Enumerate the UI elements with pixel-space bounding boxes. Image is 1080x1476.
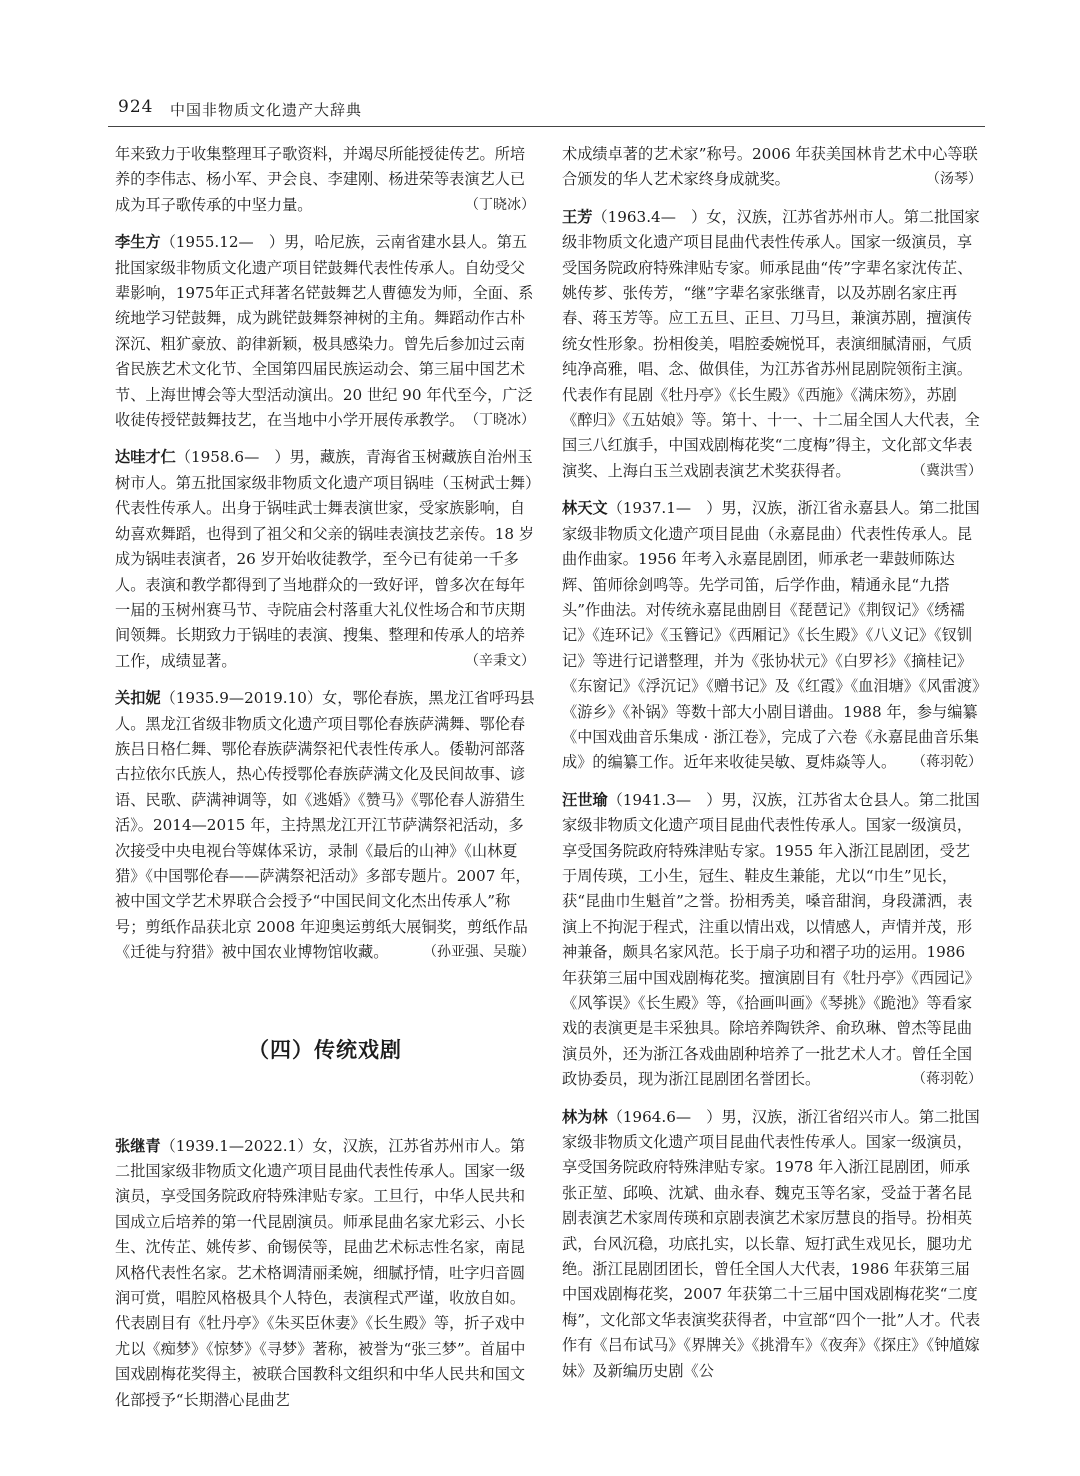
entry-author: （汤琴） [926, 171, 982, 188]
entry-dawa-cairen [115, 445, 535, 674]
entry-text: 年来致力于收集整理耳子歌资料，并竭尽所能授徒传艺。所培养的李伟志、杨小军、尹会良、李建刚、杨进荣等表演艺人已成为耳子歌传承的中坚力量。 [115, 145, 526, 214]
entry-name: 王芳 [562, 207, 593, 226]
left-column [115, 142, 535, 1425]
entry-lin-weilin [562, 1105, 982, 1384]
entry-author: （孙亚强、吴璇） [423, 944, 535, 961]
entry-name: 林为林 [562, 1107, 608, 1126]
entry-text: 术成绩卓著的艺术家”称号。2006 年获美国林肯艺术中心等联合颁发的华人艺术家终身成就奖。 [562, 145, 978, 189]
entry-name: 关扣妮 [115, 689, 161, 708]
entry-text: （1958.6— ）男，藏族，青海省玉树藏族自治州玉树市人。第五批国家级非物质文化遗产项目锅哇（玉树武士舞）代表性传承人。出身于锅哇武士舞表演世家，受家族影响，自幼喜欢舞蹈，也得到了祖父和父亲的锅哇表演技艺亲传。18 岁成为锅哇表演者，26 岁开始收徒教学，至今已有徒弟一千多人。表演和教学都得到了当地群众的一致好评，曾多次在每年一届的玉树州赛马节、寺院庙会村落重大礼仪性场合和节庆期间领舞。长期致力于锅哇的表演、搜集、整理和传承人的培养工作，成绩显著。 [115, 448, 535, 670]
continued-entry [562, 142, 982, 193]
entry-lin-tianwen [562, 496, 982, 775]
entry-name: 达哇才仁 [115, 448, 176, 467]
entry-guan-kouni [115, 686, 535, 965]
entry-author: （蒋羽乾） [912, 1071, 982, 1088]
entry-name: 林天文 [562, 499, 608, 518]
entry-text: （1939.1—2022.1）女，汉族，江苏省苏州市人。第二批国家级非物质文化遗产项目昆曲代表性传承人。国家一级演员，享受国务院政府特殊津贴专家。工旦行，中华人民共和国成立后培养的第一代昆剧演员。师承昆曲名家尤彩云、小长生、沈传芷、姚传芗、俞锡侯等，昆曲艺术标志性名家，南昆风格代表性名家。艺术格调清丽柔婉，细腻抒情，吐字归音圆润可赏，唱腔风格极具个人特色，表演程式严谨，收放自如。代表剧目有《牡丹亭》《朱买臣休妻》《长生殿》等，折子戏中尤以《痴梦》《惊梦》《寻梦》著称，被誉为“张三梦”。首届中国戏剧梅花奖得主，被联合国教科文组织和中华人民共和国文化部授予“长期潜心昆曲艺 [115, 1136, 526, 1409]
entry-author: （丁晓冰） [465, 412, 535, 429]
entry-text: （1941.3— ）男，汉族，江苏省太仓县人。第二批国家级非物质文化遗产项目昆曲代表性传承人。国家一级演员，享受国务院政府特殊津贴专家。1955 年入浙江昆剧团，受艺于周传瑛，工小生，冠生、鞋皮生兼能，尤以“巾生”见长，获“昆曲巾生魁首”之誉。扮相秀美，嗓音甜润，身段潇洒，表演上不拘泥于程式，注重以情出戏，以情感人，声情并茂，形神兼备，颇具名家风范。长于扇子功和褶子功的运用。1986 年获第三届中国戏剧梅花奖。擅演剧目有《牡丹亭》《西园记》《风筝误》《长生殿》等，《拾画叫画》《琴挑》《跪池》等看家戏的表演更是丰采独具。除培养陶铁斧、俞玖琳、曾杰等昆曲演员外，还为浙江各戏曲剧种培养了一批艺术人才。曾任全国政协委员，现为浙江昆剧团名誉团长。 [562, 790, 980, 1089]
entry-wang-fang [562, 205, 982, 484]
right-column [562, 142, 982, 1396]
entry-text: （1955.12— ）男，哈尼族，云南省建水县人。第五批国家级非物质文化遗产项目铓鼓舞代表性传承人。自幼受父辈影响，1975年正式拜著名铓鼓舞艺人曹德发为师，全面、系统地学习铓鼓舞，成为跳铓鼓舞祭神树的主角。舞蹈动作古朴深沉、粗犷豪放、韵律新颖，极具感染力。曾先后参加过云南省民族艺术文化节、全国第四届民族运动会、第三届中国艺术节、上海世博会等大型活动演出。20 世纪 90 年代至今，广泛收徒传授铓鼓舞技艺，在当地中小学开展传承教学。 [115, 233, 534, 430]
entry-text: （1964.6— ）男，汉族，浙江省绍兴市人。第二批国家级非物质文化遗产项目昆曲代表性传承人。国家一级演员，享受国务院政府特殊津贴专家。1978 年入浙江昆剧团，师承张正堃、邱唤、沈斌、曲永春、魏克玉等名家，受益于著名昆剧表演艺术家周传瑛和京剧表演艺术家厉慧良的指导。扮相英武，台风沉稳，功底扎实，以长靠、短打武生戏见长，腿功尤绝。浙江昆剧团团长，曾任全国人大代表，1986 年获第三届中国戏剧梅花奖，2007 年获第二十三届中国戏剧梅花奖“二度梅”，文化部文华表演奖获得者，中宣部“四个一批”人才。代表作有《吕布试马》《界牌关》《挑滑车》《夜奔》《探庄》《钟馗嫁妹》及新编历史剧《公 [562, 1107, 981, 1380]
entry-text: （1935.9—2019.10）女，鄂伦春族，黑龙江省呼玛县人。黑龙江省级非物质文化遗产项目鄂伦春族萨满舞、鄂伦春族吕日格仁舞、鄂伦春族萨满祭祀代表性传承人。倭勒河部落古拉依尔氏族人，热心传授鄂伦春族萨满文化及民间故事、谚语、民歌、萨满神调等，如《逃婚》《赞马》《鄂伦春人游猎生活》。2014—2015 年，主持黑龙江开江节萨满祭祀活动，多次接受中央电视台等媒体采访，录制《最后的山神》《山林夏猎》《中国鄂伦春——萨满祭祀活动》多部专题片。2007 年，被中国文学艺术界联合会授予“中国民间文化杰出传承人”称号；剪纸作品获北京 2008 年迎奥运剪纸大展铜奖，剪纸作品《迁徙与狩猎》被中国农业博物馆收藏。 [115, 689, 535, 962]
book-title: 中国非物质文化遗产大辞典 [170, 101, 363, 119]
entry-text: （1963.4— ）女，汉族，江苏省苏州市人。第二批国家级非物质文化遗产项目昆曲代表性传承人。国家一级演员，享受国务院政府特殊津贴专家。师承昆曲“传”字辈名家沈传芷、姚传芗、张传芳，“继”字辈名家张继青，以及苏剧名家庄再春、蒋玉芳等。应工五旦、正旦、刀马旦，兼演苏剧，擅演传统女性形象。扮相俊美，唱腔委婉悦耳，表演细腻清丽，气质纯净高雅，唱、念、做俱佳，为江苏省苏州昆剧院领衔主演。代表作有昆剧《牡丹亭》《长生殿》《西施》《满床笏》，苏剧《醉归》《五姑娘》等。第十、十一、十二届全国人大代表，全国三八红旗手，中国戏剧梅花奖“二度梅”得主，文化部文华表演奖、上海白玉兰戏剧表演艺术奖获得者。 [562, 207, 980, 480]
entry-text: （1937.1— ）男，汉族，浙江省永嘉县人。第二批国家级非物质文化遗产项目昆曲（永嘉昆曲）代表性传承人。昆曲作曲家。1956 年考入永嘉昆剧团，师承老一辈鼓师陈达辉、笛师徐剑鸣等。先学司笛，后学作曲，精通永昆“九搭头”作曲法。对传统永嘉昆曲剧目《琵琶记》《荆钗记》《绣襦记》《连环记》《玉簪记》《西厢记》《长生殿》《八义记》《钗钏记》等进行记谱整理，并为《张协状元》《白罗衫》《摘桂记》《东窗记》《浮沉记》《赠书记》及《红霞》《血泪塘》《风雷渡》《游乡》《补锅》等数十部大小剧目谱曲。1988 年，参与编纂《中国戏曲音乐集成 · 浙江卷》，完成了六卷《永嘉昆曲音乐集成》的编纂工作。近年来收徒吴敏、夏炜焱等人。 [562, 499, 980, 772]
running-header [108, 96, 985, 127]
page-number: 924 [118, 97, 154, 117]
entry-author: （冀洪雪） [912, 462, 982, 479]
entry-zhang-jiqing [115, 1134, 535, 1413]
entry-author: （蒋羽乾） [912, 754, 982, 771]
entry-wang-shiyu [562, 788, 982, 1093]
entry-name: 汪世瑜 [562, 790, 608, 809]
entry-name: 张继青 [115, 1136, 161, 1155]
entry-name: 李生方 [115, 233, 161, 252]
continued-entry [115, 142, 535, 218]
section-heading: （四）传统戏剧 [248, 1037, 402, 1062]
entry-author: （辛秉文） [465, 652, 535, 669]
entry-author: （丁晓冰） [465, 196, 535, 213]
entry-li-shengfang [115, 230, 535, 433]
